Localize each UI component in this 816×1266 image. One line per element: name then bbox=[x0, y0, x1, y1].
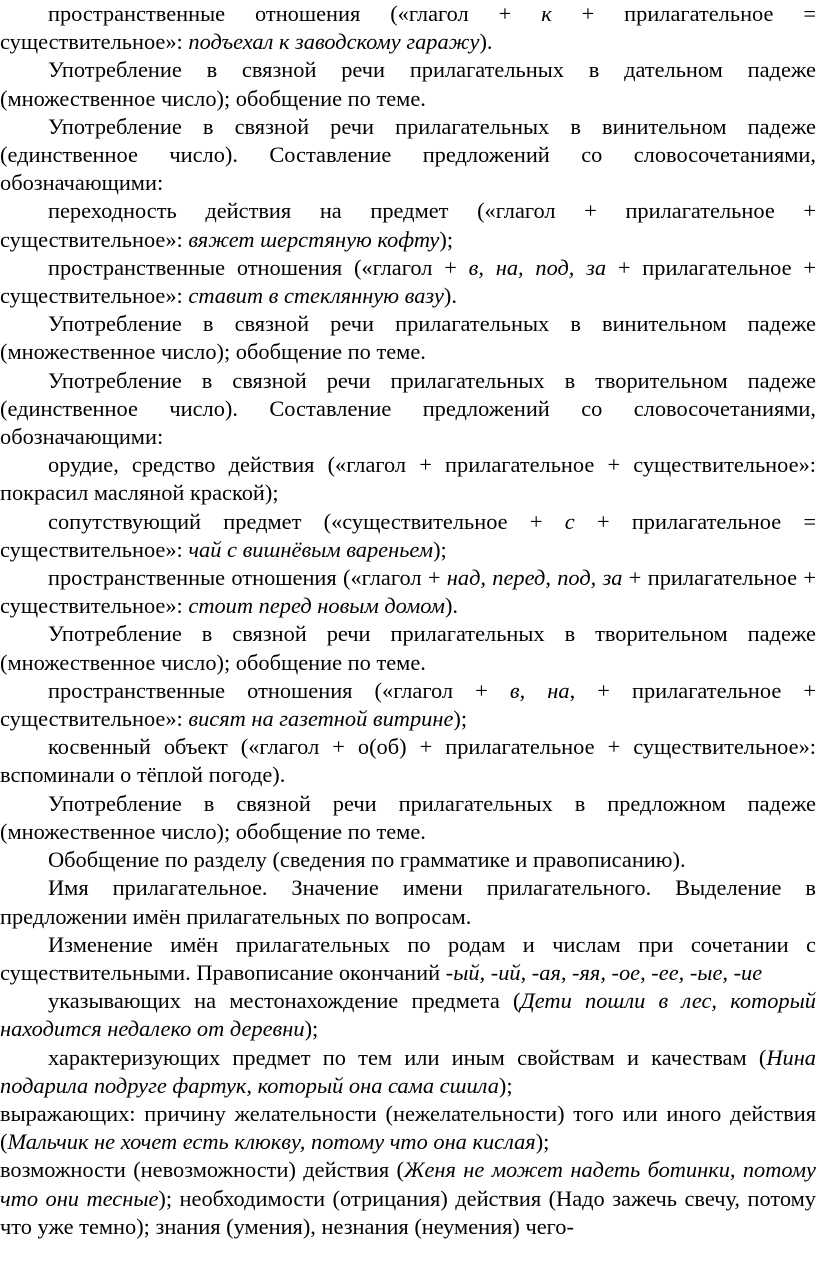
text-run: возможности (невозможности) действия ( bbox=[0, 1157, 404, 1183]
text-run: ); bbox=[433, 536, 447, 562]
text-run: характеризующих предмет по тем или иным свойствам и качествам ( bbox=[48, 1044, 767, 1070]
text-run: Имя прилагательное. Значение имени прилагательного. Выделение в предложении имён прилагательных по вопросам. bbox=[0, 875, 816, 929]
text-run: ); bbox=[535, 1129, 550, 1155]
italic-run: стоит перед новым домом bbox=[188, 593, 445, 619]
text-run: , + прилагательное + существительное»: bbox=[0, 677, 816, 732]
paragraph-p18 bbox=[0, 987, 816, 1043]
paragraph-p11 bbox=[0, 620, 816, 676]
paragraph-p19 bbox=[0, 1044, 816, 1100]
italic-run: Дети пошли в лес, который находится недалеко от деревни bbox=[0, 988, 816, 1042]
paragraph-p7 bbox=[0, 367, 816, 452]
text-run: пространственные отношения («глагол + bbox=[48, 254, 469, 280]
italic-run: вяжет шерстяную кофту bbox=[188, 226, 440, 252]
text-run: сопутствующий предмет («существительное + bbox=[48, 508, 565, 534]
paragraph-p21 bbox=[0, 1156, 816, 1241]
text-run: Употребление в связной речи прилагательных в предложном падеже (множественное число); обобщение по теме. bbox=[0, 790, 816, 844]
text-run: ). bbox=[443, 283, 457, 309]
paragraph-p1 bbox=[0, 0, 816, 56]
text-run: указывающих на местонахождение предмета ( bbox=[48, 988, 521, 1014]
text-run: переходность действия на предмет («глагол + прилагательное + существительное»: bbox=[0, 198, 816, 252]
text-run: + прилагательное + существительное»: bbox=[0, 254, 816, 309]
text-run: ); bbox=[439, 226, 454, 252]
text-run: + прилагательное = существительное»: bbox=[0, 1, 816, 55]
text-run: выражающих: причину желательности (нежелательности) того или иного действия ( bbox=[0, 1100, 816, 1155]
text-run: ); bbox=[498, 1072, 513, 1098]
text-run: пространственные отношения («глагол + bbox=[48, 677, 510, 703]
paragraph-p20 bbox=[0, 1100, 816, 1156]
italic-run: Нина подарила подруге фартук, который она сама сшила bbox=[0, 1044, 816, 1098]
italic-run: в, на bbox=[509, 677, 570, 703]
text-run: ). bbox=[444, 593, 458, 619]
italic-run: висят на газетной витрине bbox=[188, 706, 454, 732]
text-run: ); необходимости (отрицания) действия (Надо зажечь свечу, потому что уже темно); знания (умения), незнания (неумения) чего- bbox=[0, 1185, 816, 1239]
paragraph-p15 bbox=[0, 846, 816, 874]
text-run: пространственные отношения («глагол + bbox=[48, 565, 447, 591]
text-run: Употребление в связной речи прилагательных в творительном падеже (множественное число); обобщение по теме. bbox=[0, 621, 816, 675]
paragraph-p8 bbox=[0, 451, 816, 507]
italic-run: чай с вишнёвым вареньем bbox=[188, 536, 434, 562]
italic-run: над, перед, под, за bbox=[446, 565, 623, 591]
paragraph-p2 bbox=[0, 56, 816, 112]
paragraph-p3 bbox=[0, 113, 816, 198]
paragraph-p9 bbox=[0, 508, 816, 564]
text-run: Изменение имён прилагательных по родам и числам при сочетании с существительными. Правописание окончаний bbox=[0, 931, 816, 985]
text-run: Употребление в связной речи прилагательных в винительном падеже (множественное число); обобщение по теме. bbox=[0, 311, 816, 365]
paragraph-p5 bbox=[0, 254, 816, 310]
italic-run: ставит в стеклянную вазу bbox=[188, 283, 444, 309]
text-run: Употребление в связной речи прилагательных в винительном падеже (единственное число). Составление предложений со словосочетаниями, обозначающими: bbox=[0, 113, 816, 196]
text-run: пространственные отношения («глагол + bbox=[48, 1, 542, 26]
italic-run: -ый, -ий, -ая, -яя, -ое, -ее, -ые, -ие bbox=[445, 959, 763, 985]
paragraph-p13 bbox=[0, 733, 816, 789]
text-run: Обобщение по разделу (сведения по грамматике и правописанию). bbox=[48, 847, 686, 873]
italic-run: в, на, под, за bbox=[468, 254, 607, 280]
text-run: + прилагательное = существительное»: bbox=[0, 508, 816, 562]
text-run: Употребление в связной речи прилагательных в дательном падеже (множественное число); обобщение по теме. bbox=[0, 57, 816, 111]
text-run: ). bbox=[479, 29, 493, 55]
paragraph-p17 bbox=[0, 931, 816, 987]
paragraph-p4 bbox=[0, 197, 816, 253]
italic-run: к bbox=[541, 1, 552, 26]
text-run: Употребление в связной речи прилагательных в творительном падеже (единственное число). Составление предложений со словосочетаниями, обозначающими: bbox=[0, 367, 816, 450]
paragraph-p16 bbox=[0, 874, 816, 930]
paragraph-p12 bbox=[0, 677, 816, 733]
text-run: ); bbox=[304, 1016, 319, 1042]
italic-run: подъехал к заводскому гаражу bbox=[188, 29, 480, 55]
italic-run: Женя не может надеть ботинки, потому что они тесные bbox=[0, 1157, 816, 1211]
text-run: ); bbox=[453, 706, 468, 732]
text-run: + прилагательное + существительное»: bbox=[0, 565, 816, 619]
italic-run: Мальчик не хочет есть клюкву, потому что она кислая bbox=[7, 1129, 536, 1155]
paragraph-p14 bbox=[0, 790, 816, 846]
text-run: косвенный объект («глагол + о(об) + прилагательное + существительное»: вспоминали о тёплой погоде). bbox=[0, 734, 816, 788]
text-run: орудие, средство действия («глагол + прилагательное + существительное»: покрасил масляной краской); bbox=[0, 452, 816, 506]
paragraph-p6 bbox=[0, 310, 816, 366]
paragraph-p10 bbox=[0, 564, 816, 620]
italic-run: с bbox=[564, 508, 575, 534]
